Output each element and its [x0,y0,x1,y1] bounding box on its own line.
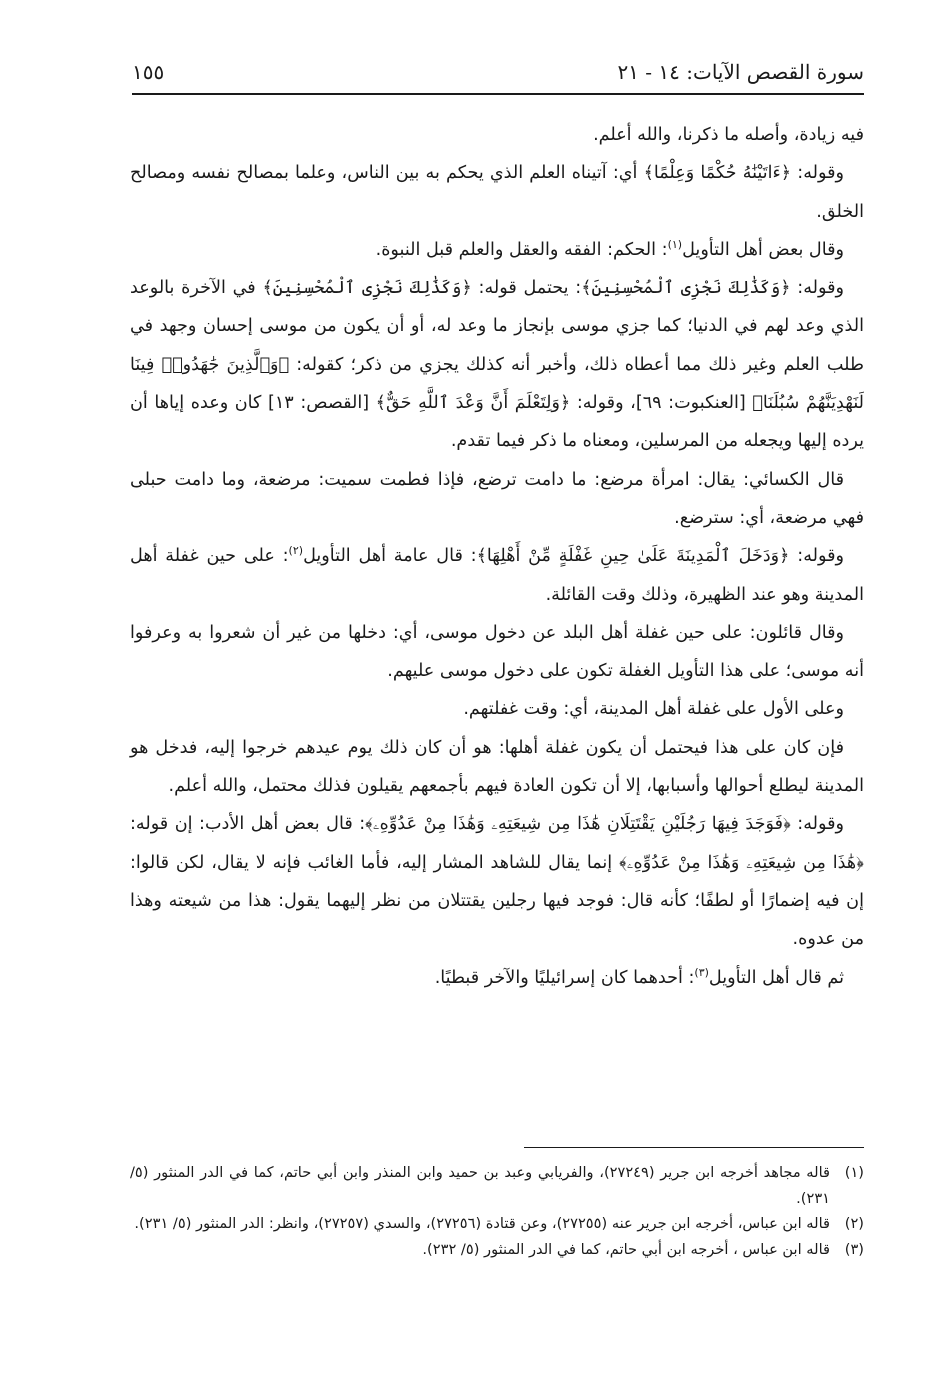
footnote-number: (١) [844,1164,864,1181]
paragraph: وقال قائلون: على حين غفلة أهل البلد عن دخول موسى، أي: دخلها من غير أن شعروا به وعرفوا أنه موسى؛ على هذا التأويل الغفلة تكون على دخول موسى عليهم. [130,622,864,682]
footnotes [130,1160,864,1262]
paragraph: وعلى الأول على غفلة أهل المدينة، أي: وقت غفلتهم. [463,699,844,720]
quran-quote: ﴿وَدَخَلَ ٱلْمَدِينَةَ عَلَىٰ حِينِ غَفْلَةٍ مِّنْ أَهْلِهَا﴾ [476,546,790,567]
paragraph: وقوله: ﴿وَكَذَٰلِكَ نَجْزِى ٱلْمُحْسِنِينَ﴾: يحتمل قوله: ﴿وَكَذَٰلِكَ نَجْزِى ٱلْمُحْسِنِينَ﴾ في الآخرة بالوعد الذي وعد لهم في الدنيا؛ كما جزي موسى بإنجاز ما وعد له، أو أن يكون من موسى إحسان وجهد في طلب العلم وغير ذلك مما أعطاه ذلك، وأخبر أنه كذلك يجزي من ذكر؛ كقوله: ﴿وَٱلَّذِينَ جَٰهَدُوا۟ فِينَا لَنَهْدِيَنَّهُمْ سُبُلَنَا﴾ [العنكبوت: ٦٩]، وقوله: ﴿وَلِتَعْلَمَ أَنَّ وَعْدَ ٱللَّهِ حَقٌّ﴾ [القصص: ١٣] كان وعده إياها أن يرده إليها ويجعله من المرسلين، ومعناه ما ذكر فيما تقدم. [130,278,864,452]
footnote-ref: (١) [667,238,683,252]
quran-quote: ﴿وَلِتَعْلَمَ أَنَّ وَعْدَ ٱللَّهِ حَقٌّ﴾ [375,393,571,414]
footnote-number: (٣) [844,1240,864,1258]
footnote-text: قاله مجاهد أخرجه ابن جرير (٢٧٢٤٩)، والفريابي وعبد بن حميد وابن المنذر وابن أبي حاتم، كما في الدر المنثور (٥/ ٢٣١). [130,1164,830,1207]
running-header [132,60,864,94]
paragraph: وقوله: ﴿فَوَجَدَ فِيهَا رَجُلَيْنِ يَقْتَتِلَانِ هَٰذَا مِن شِيعَتِهِۦ وَهَٰذَا مِنْ عَدُوِّهِۦ﴾: قال بعض أهل الأدب: إن قوله: ﴿هَٰذَا مِن شِيعَتِهِۦ وَهَٰذَا مِنْ عَدُوِّهِۦ﴾ إنما يقال للشاهد المشار إليه، فأما الغائب فإنه لا يقال، لكن قالوا: إن فيه إضمارًا أو لطفًا؛ كأنه قال: فوجد فيها رجلين يقتتلان من نظر إليهما يقول: هذا من شيعته وهذا من عدوه. [130,814,864,950]
paragraph: ثم قال أهل التأويل$^{(٣)}$: أحدهما كان إسرائيليًا والآخر قبطيًا. [434,965,844,988]
page-number: ١٥٥ [132,60,165,84]
footnote [130,1211,864,1237]
paragraph: وقوله: ﴿ءَاتَيْنَٰهُ حُكْمًا وَعِلْمًا﴾ أي: آتيناه العلم الذي يحكم به بين الناس، وعلما بمصالح نفسه ومصالح الخلق. [130,163,864,222]
footnote-ref: (٢) [288,544,304,558]
paragraph: فيه زيادة، وأصله ما ذكرنا، والله أعلم. [593,125,864,145]
footnote [130,1160,864,1211]
running-title: سورة القصص الآيات: ١٤ - ٢١ [617,60,864,84]
footnote-number: (٢) [844,1215,864,1233]
footnote-ref: (٣) [694,965,709,979]
header-rule [132,93,864,95]
quran-quote: ﴿وَٱلَّذِينَ جَٰهَدُوا۟ فِينَا لَنَهْدِيَنَّهُمْ سُبُلَنَا﴾ [130,354,864,414]
quran-quote: ﴿ءَاتَيْنَٰهُ حُكْمًا وَعِلْمًا﴾ [643,163,792,184]
main-text [130,116,864,997]
paragraph: فإن كان على هذا فيحتمل أن يكون غفلة أهلها: هو أن كان ذلك يوم عيدهم خرجوا إليه، فدخل هو المدينة ليطلع أحوالها وأسبابها، إلا أن تكون العادة فيهم بأجمعهم يقيلون فذلك محتمل، والله أعلم. [130,737,864,797]
quran-quote: ﴿هَٰذَا مِن شِيعَتِهِۦ وَهَٰذَا مِنْ عَدُوِّهِۦ﴾ [619,852,864,873]
quran-quote: ﴿وَكَذَٰلِكَ نَجْزِى ٱلْمُحْسِنِينَ﴾ [262,278,472,299]
quran-quote: ﴿فَوَجَدَ فِيهَا رَجُلَيْنِ يَقْتَتِلَانِ هَٰذَا مِن شِيعَتِهِۦ وَهَٰذَا مِنْ عَدُوِّهِۦ﴾ [365,814,791,835]
paragraph: وقال بعض أهل التأويل$^{(١)}$: الحكم: الفقه والعقل والعلم قبل النبوة. [375,238,844,260]
quran-quote: ﴿وَكَذَٰلِكَ نَجْزِى ٱلْمُحْسِنِينَ﴾ [581,278,791,299]
paragraph: وقوله: ﴿وَدَخَلَ ٱلْمَدِينَةَ عَلَىٰ حِينِ غَفْلَةٍ مِّنْ أَهْلِهَا﴾: قال عامة أهل التأويل$^{(٢)}$: على حين غفلة أهل المدينة وهو عند الظهيرة، وذلك وقت القائلة. [130,544,864,605]
footnote-rule [524,1147,864,1148]
paragraph: قال الكسائي: يقال: امرأة مرضع: ما دامت ترضع، فإذا فطمت سميت: مرضعة، وما دامت حبلى فهي مرضعة، أي: سترضع. [130,469,864,528]
footnote-text: قاله ابن عباس ، أخرجه ابن أبي حاتم، كما في الدر المنثور (٥/ ٢٣٢). [422,1240,830,1258]
footnote-text: قاله ابن عباس، أخرجه ابن جرير عنه (٢٧٢٥٥)، وعن قتادة (٢٧٢٥٦)، والسدي (٢٧٢٥٧)، وانظر: الدر المنثور (٥/ ٢٣١). [134,1215,830,1233]
footnote [130,1237,864,1263]
